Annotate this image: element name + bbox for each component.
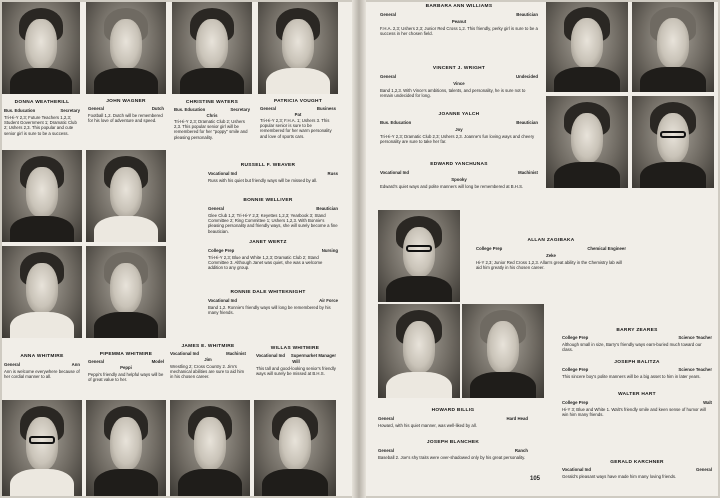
student-course-row: General Ranch — [378, 448, 528, 453]
student-bio: This sincere boy's polite manners will be a big asset to him in later years. — [562, 374, 701, 379]
student-bio: Ann is welcome everywhere because of her cordial manner to all. — [4, 369, 80, 380]
portrait-photo — [170, 400, 250, 496]
student-bio: Wrestling 2; Cross Country 2. Jim's mechanical abilities are sure to aid him in his chosen career. — [170, 364, 245, 380]
student-name: JOSEPH BALITZA — [614, 360, 660, 365]
student-name: BONNIE WELLIVER — [243, 198, 293, 203]
student-bio: Baseball 2. Joe's shy traits were over-shadowed only by his great personality. — [378, 455, 526, 460]
portrait-photo — [546, 96, 628, 188]
student-name: BARBARA ANN WILLIAMS — [425, 4, 493, 9]
student-course-row: General Business — [260, 106, 336, 111]
student-name: JANET WERTZ — [249, 240, 287, 245]
student-course-row: General Dutch — [88, 106, 164, 111]
portrait-photo — [86, 246, 166, 338]
student-bio: Football 1,2. Dutch will be remembered for his love of adventure and speed. — [88, 113, 163, 124]
student-course-row: General Hard Head — [378, 416, 528, 421]
student-course-row: General Ann — [4, 362, 80, 367]
student-bio: Hi-Y 2,3; Junior Red Cross 1,2,3. Allan's great ability in the Chemistry lab will aid him greatly in his chosen career. — [476, 260, 622, 271]
student-name: RUSSELL F. WEAVER — [240, 163, 296, 168]
student-bio: Howard, with his quiet manner, was well-liked by all. — [378, 423, 477, 428]
portrait-photo — [2, 2, 80, 94]
student-course-row: College Prep Walt — [562, 400, 712, 405]
student-course-row: Bus. Education Beautician — [380, 120, 538, 125]
portrait-photo — [86, 400, 166, 496]
student-name: HOWARD BILLIG — [431, 408, 475, 413]
student-nickname: Will — [292, 359, 300, 364]
student-bio: This tall and good-looking senior's friendly ways will surely be missed at B.H.S. — [256, 366, 336, 377]
student-course-row: College Prep Nursing — [208, 248, 338, 253]
student-name: JOANNE YALCH — [438, 112, 480, 117]
portrait-photo — [2, 400, 82, 496]
student-bio: Tri-Hi-Y 2,3; Future Teachers 1,2,3; Student Government 1; Dramatic Club 2; Ushers 2,3. This popular and cute senior girl is sure to be a success. — [4, 115, 77, 136]
portrait-photo — [2, 246, 82, 338]
student-bio: F.H.A. 2,3; Ushers 2,3; Junior Red Cross 1,2. This friendly, perky girl is sure to be a success in her chosen field. — [380, 26, 538, 37]
portrait-photo — [86, 2, 166, 94]
student-bio: Hi-Y 3; Blue and White 1. Walt's friendly smile and keen sense of humor will win him many friends. — [562, 407, 706, 418]
student-course-row: General Beautician — [380, 12, 538, 17]
student-name: GERALD KARCHNER — [610, 460, 664, 465]
portrait-photo — [462, 304, 544, 398]
student-nickname: Pat — [294, 112, 302, 117]
student-course-row: Bus. Education Secretary — [174, 107, 250, 112]
student-name: JAMES E. WHITMIRE — [181, 344, 235, 349]
page-number: 105 — [530, 476, 541, 482]
student-name: ALLAN ZAGIBAKA — [527, 238, 575, 243]
student-course-row: General Undecided — [380, 74, 538, 79]
student-course-row: Vocational Ind Supermarket Manager — [256, 353, 336, 358]
portrait-photo — [172, 2, 252, 94]
student-name: CHRISTINE WATERS — [185, 100, 239, 105]
student-course-row: Vocational Ind Machinist — [170, 351, 246, 356]
portrait-photo — [254, 400, 336, 496]
student-bio: Gerald's pleasant ways have made him many loving friends. — [562, 474, 677, 479]
student-course-row: General Model — [88, 359, 164, 364]
student-course-row: Vocational Ind General — [562, 467, 712, 472]
student-nickname: Chris — [206, 113, 218, 118]
portrait-photo — [258, 2, 338, 94]
portrait-photo — [378, 304, 460, 398]
student-course-row: Bus. Education Secretary — [4, 108, 80, 113]
student-course-row: College Prep Science Teacher — [562, 367, 712, 372]
student-name: EDWARD YANCHUNAS — [430, 162, 488, 167]
student-course-row: Vocational Ind Air Force — [208, 298, 338, 303]
portrait-photo — [632, 96, 714, 188]
student-bio: Glee Club 1,2; Tri-Hi-Y 2,3; Keyettes 1,2,3; Yearbook 3; Stand Committee 2; Ring Committee 1; Ushers 1,2,3. With Bonnie's pleasing personality and friendly ways, she will surely become a fine beautician. — [208, 213, 338, 234]
student-bio: Russ with his quiet but friendly ways will be missed by all. — [208, 178, 318, 183]
student-name: BARRY ZEARES — [616, 328, 658, 333]
student-bio: Tri-Hi-Y 2,3; Blue and White 1,2,3; Dramatic Club 2; Stand Committee 3. Although Janet was quiet, she was a welcome addition to any group. — [208, 255, 323, 271]
student-course-row: General Beautician — [208, 206, 338, 211]
student-nickname: Joy — [455, 127, 463, 132]
book-gutter — [352, 0, 366, 498]
student-bio: Tri-Hi-Y 2,3; F.H.A. 1; Ushers 3. This popular senior is sure to be remembered for her warm personality and love of sports cars. — [260, 118, 332, 139]
student-nickname: Peanut — [451, 19, 467, 24]
student-course-row: Vocational Ind Machinist — [380, 170, 538, 175]
student-name: ANNA WHITMIRE — [20, 354, 64, 359]
student-name: PATRICIA VOUGHT — [273, 99, 323, 104]
student-name: DONNA WEATHERILL — [14, 100, 70, 105]
student-name: JOSEPH BLANCHEK — [426, 440, 480, 445]
student-course-row: College Prep Science Teacher — [562, 335, 712, 340]
left-page — [2, 2, 352, 496]
student-name: JOHN WAGNER — [106, 99, 146, 104]
student-nickname: Zeke — [546, 253, 556, 258]
student-name: PIPEMMA WHITMIRE — [99, 352, 153, 357]
student-bio: Tri-Hi-Y 2,3; Dramatic Club 2; Ushers 2,3. This popular senior girl will be remembered for her "poppy" smile and pleasing personality. — [174, 119, 248, 140]
portrait-photo — [632, 2, 714, 92]
portrait-photo — [86, 150, 166, 242]
student-bio: Band 1,2. Ronnie's friendly ways will long be remembered by his many friends. — [208, 305, 331, 316]
student-nickname: Spooky — [451, 177, 467, 182]
student-name: WALTER HART — [618, 392, 656, 397]
portrait-photo — [378, 210, 460, 302]
student-bio: Peppi's friendly and helpful ways will be of great value to her. — [88, 372, 164, 383]
portrait-photo — [546, 2, 628, 92]
student-bio: Tri-Hi-Y 2,3; Dramatic Club 2,3; Ushers 2,3. Joanne's fun loving ways and cheery personality are sure to take her far. — [380, 134, 535, 145]
portrait-photo — [2, 150, 82, 242]
student-nickname: Jim — [204, 357, 212, 362]
student-bio: Although small in size, Barry's friendly ways earn-buried much toward our class. — [562, 342, 702, 353]
student-bio: Edward's quiet ways and polite manners will long be remembered at B.H.S. — [380, 184, 524, 189]
student-nickname: Vince — [453, 81, 465, 86]
student-nickname: Peppi — [120, 365, 132, 370]
student-bio: Band 1,2,3. With Vince's ambitions, talents, and personality, he is sure not to remain undecided for long. — [380, 88, 526, 99]
student-course-row: College Prep Chemical Engineer — [476, 246, 626, 251]
student-name: RONNIE DALE WHITEKNIGHT — [230, 290, 306, 295]
student-course-row: Vocational Ind Russ — [208, 171, 338, 176]
right-page — [366, 2, 718, 496]
student-name: WILLAS WHITMIRE — [270, 346, 320, 351]
student-name: VINCENT J. WRIGHT — [432, 66, 486, 71]
